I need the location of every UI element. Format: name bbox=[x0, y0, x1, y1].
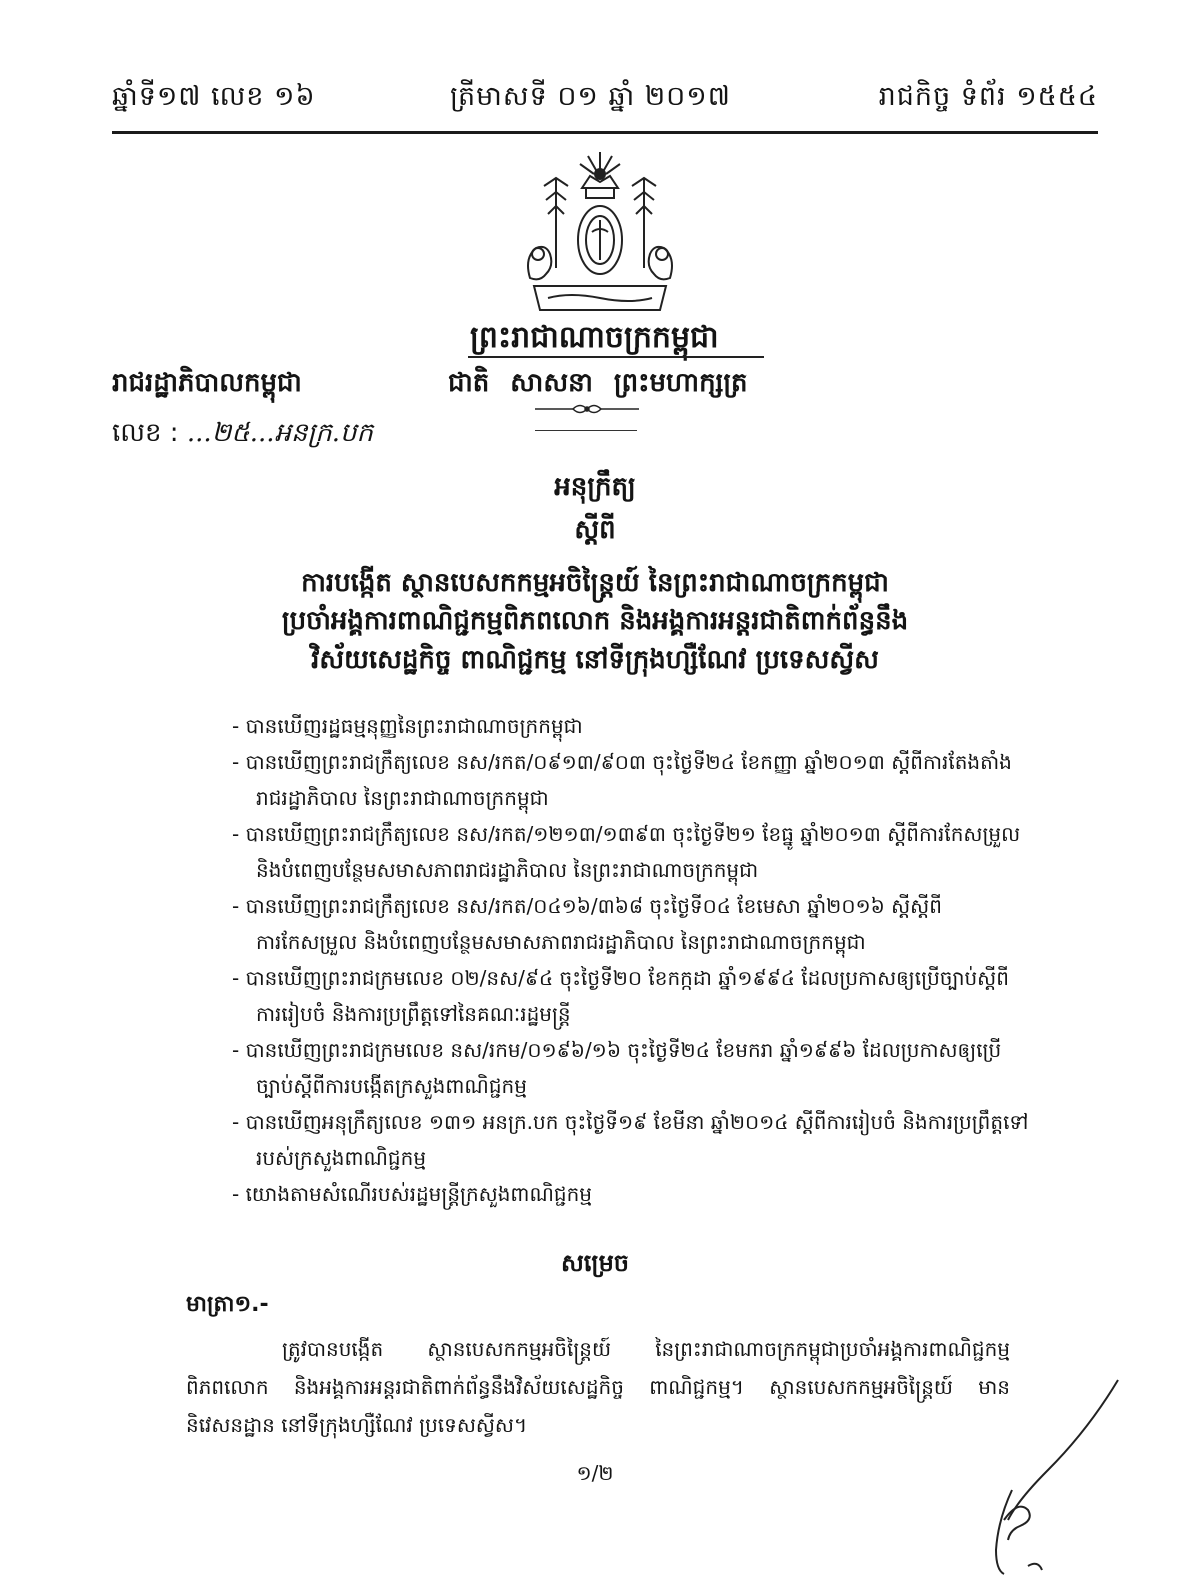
decision-heading: សម្រេច bbox=[560, 1249, 630, 1277]
reference-dash bbox=[535, 430, 637, 431]
list-item: - បានឃើញព្រះរាជក្រមលេខ ០២/នស/៩៤ ចុះថ្ងៃទី២០ ខែកក្កដា ឆ្នាំ១៩៩៤ ដែលប្រកាសឲ្យប្រើច្បាប់ស្តីពីការរៀបចំ និងការប្រព្រឹត្តទៅនៃគណៈរដ្ឋមន្ត្រី bbox=[232, 966, 1009, 1026]
royal-arms-emblem bbox=[510, 148, 690, 320]
list-item: - បានឃើញរដ្ឋធម្មនុញ្ញនៃព្រះរាជាណាចក្រកម្ពុជា bbox=[232, 714, 583, 738]
about-label: ស្តីពី bbox=[574, 515, 616, 545]
reference-label: លេខ : bbox=[112, 418, 179, 448]
signature-mark bbox=[968, 1370, 1138, 1580]
article-1-body: ត្រូវបានបង្កើត ស្ថានបេសកកម្មអចិន្ត្រៃយ៍ នៃព្រះរាជាណាចក្រកម្ពុជាប្រចាំអង្គការពាណិជ្ជកម្មពិភពលោក និងអង្គការអន្តរជាតិពាក់ព័ន្ធនឹងវិស័យសេដ្ឋកិច្ច ពាណិជ្ជកម្ម។ ស្ថានបេសកកម្មអចិន្ត្រៃយ៍ មាននិវេសនដ្ឋាន នៅទីក្រុងហ្សឺណែវ ប្រទេសស្វីស។ bbox=[186, 1337, 1010, 1437]
reference-value: ...២៥...អនក្រ.បក bbox=[186, 418, 374, 448]
list-item: - បានឃើញអនុក្រឹត្យលេខ ១៣១ អនក្រ.បក ចុះថ្ងៃទី១៩ ខែមីនា ឆ្នាំ២០១៤ ស្តីពីការរៀបចំ និងការប្រព្រឹត្តទៅរបស់ក្រសួងពាណិជ្ជកម្ម bbox=[232, 1110, 1029, 1170]
title-line-3: វិស័យសេដ្ឋកិច្ច ពាណិជ្ជកម្ម នៅទីក្រុងហ្សឺណែវ ប្រទេសស្វីស bbox=[311, 645, 879, 675]
kingdom-underline bbox=[468, 356, 764, 358]
page-number: ១/២ bbox=[576, 1461, 614, 1485]
gazette-year-issue: ឆ្នាំទី១៧ លេខ ១៦ bbox=[112, 81, 316, 112]
national-motto: ជាតិ សាសនា ព្រះមហាក្សត្រ bbox=[448, 368, 748, 398]
motto-ornament bbox=[535, 402, 639, 416]
list-item: - បានឃើញព្រះរាជក្រឹត្យលេខ នស/រកត/០៤១៦/៣៦៨ ចុះថ្ងៃទី០៤ ខែមេសា ឆ្នាំ២០១៦ ស្តីស្តីពីការកែសម្រួល និងបំពេញបន្ថែមសមាសភាពរាជរដ្ឋាភិបាល នៃព្រះរាជាណាចក្រកម្ពុជា bbox=[232, 894, 942, 954]
article-1-heading: មាត្រា១.- bbox=[186, 1292, 269, 1317]
document-type: អនុក្រឹត្យ bbox=[554, 472, 636, 502]
gazette-page: រាជកិច្ច ទំព័រ ១៥៥៤ bbox=[878, 81, 1098, 112]
list-item: - បានឃើញព្រះរាជក្រឹត្យលេខ នស/រកត/១២១៣/១៣៩៣ ចុះថ្ងៃទី២១ ខែធ្នូ ឆ្នាំ២០១៣ ស្តីពីការកែសម្រួល និងបំពេញបន្ថែមសមាសភាពរាជរដ្ឋាភិបាល នៃព្រះរាជាណាចក្រកម្ពុជា bbox=[232, 822, 1021, 882]
gazette-quarter: ត្រីមាសទី ០១ ឆ្នាំ ២០១៧ bbox=[450, 81, 731, 112]
government-name: រាជរដ្ឋាភិបាលកម្ពុជា bbox=[112, 368, 302, 398]
header-rule bbox=[112, 131, 1098, 134]
kingdom-title: ព្រះរាជាណាចក្រកម្ពុជា bbox=[470, 320, 719, 355]
list-item: - បានឃើញព្រះរាជក្រឹត្យលេខ នស/រកត/០៩១៣/៩០៣ ចុះថ្ងៃទី២៤ ខែកញ្ញា ឆ្នាំ២០១៣ ស្តីពីការតែងតាំងរាជរដ្ឋាភិបាល នៃព្រះរាជាណាចក្រកម្ពុជា bbox=[232, 750, 1012, 810]
gazette-header bbox=[0, 0, 1190, 140]
title-line-2: ប្រចាំអង្គការពាណិជ្ជកម្មពិភពលោក និងអង្គការអន្តរជាតិពាក់ព័ន្ធនឹង bbox=[281, 606, 909, 636]
list-item: - យោងតាមសំណើរបស់រដ្ឋមន្ត្រីក្រសួងពាណិជ្ជកម្ម bbox=[232, 1182, 592, 1206]
considerations-list bbox=[232, 708, 1032, 1212]
title-line-1: ការបង្កើត ស្ថានបេសកកម្មអចិន្ត្រៃយ៍ នៃព្រះរាជាណាចក្រកម្ពុជា bbox=[301, 568, 889, 598]
reference-number bbox=[112, 416, 373, 454]
list-item: - បានឃើញព្រះរាជក្រមលេខ នស/រកម/០១៩៦/១៦ ចុះថ្ងៃទី២៤ ខែមករា ឆ្នាំ១៩៩៦ ដែលប្រកាសឲ្យប្រើច្បាប់ស្តីពីការបង្កើតក្រសួងពាណិជ្ជកម្ម bbox=[232, 1038, 1002, 1098]
